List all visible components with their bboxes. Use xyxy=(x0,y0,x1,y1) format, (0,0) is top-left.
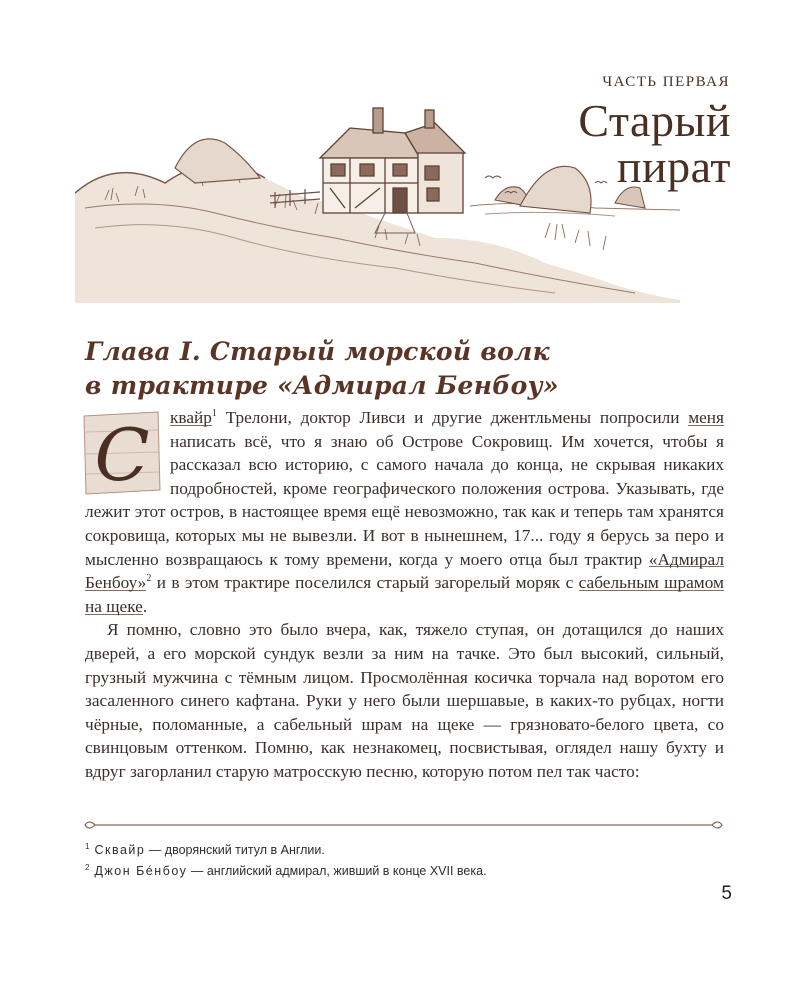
footnote-ref-2[interactable]: 2 xyxy=(146,573,152,585)
part-title-line2: пират xyxy=(616,141,731,192)
chapter-title xyxy=(85,335,725,403)
paragraph-2: Я помню, словно это было вчера, как, тяжело ступая, он дотащился до наших дверей, а его морской сундук везли за ним на тачке. Это был высокий, сильный, грузный мужчина с тёмным лицом. Просмолённая косичка торчала над воротом его засаленного синего кафтана. Руки у него были шершавые, в каких-то рубцах, ногти чёрные, поломанные, а сабельный шрам на щеке — грязновато-белого цвета, со свинцовым оттенком. Помню, как незнакомец, посвистывая, оглядел нашу бухту и вдруг загорланил старую матросскую песню, которую потом пел так часто: xyxy=(85,620,724,781)
part-title-line1: Старый xyxy=(578,95,731,146)
footnote-ref-1[interactable]: 1 xyxy=(211,408,217,420)
part-title xyxy=(578,95,731,192)
body-text xyxy=(85,406,724,784)
chapter-title-line2: в трактире «Адмирал Бенбоу» xyxy=(85,371,559,400)
term-scar: сабельным шрамом на щеке xyxy=(85,573,724,616)
paragraph-1: С квайр$^1$ Трелони, доктор Ливси и другие джентльмены попросили меня написать всё, что я знаю об Острове Сокровищ. Им хочется, чтобы я рассказал всю историю, с самого начала до конца, не скрывая никаких подробностей, кроме географического положения острова. Указывать, где лежит этот остров, в настоящее время ещё невозможно, так как и теперь там хранятся сокровища, которых мы не вывезли. И вот в нынешнем, 17... году я берусь за перо и мысленно возвращаюсь к тому времени, когда у моего отца был трактир «Адмирал Бенбоу»$^2$ и в этом трактире поселился старый загорелый моряк с сабельным шрамом на щеке. xyxy=(85,406,724,618)
dropcap xyxy=(82,410,162,496)
footnote-divider xyxy=(83,818,724,832)
page-number: 5 xyxy=(721,883,732,904)
term-admiral-benbow: «Адмирал Бенбоу» xyxy=(85,549,724,593)
term-squire: квайр xyxy=(170,408,212,427)
part-label: ЧАСТЬ ПЕРВАЯ xyxy=(602,74,730,90)
dropcap-letter: С xyxy=(94,413,150,496)
chapter-title-line1: Глава I. Старый морской волк xyxy=(85,337,550,366)
footnote-1: $^1$ Сквайр — дворянский титул в Англии. xyxy=(85,841,325,857)
term-me: меня xyxy=(688,408,724,427)
footnotes xyxy=(85,840,725,882)
footnote-2: $^2$ Джон Бéнбоу — английский адмирал, живший в конце XVII века. xyxy=(85,862,487,878)
